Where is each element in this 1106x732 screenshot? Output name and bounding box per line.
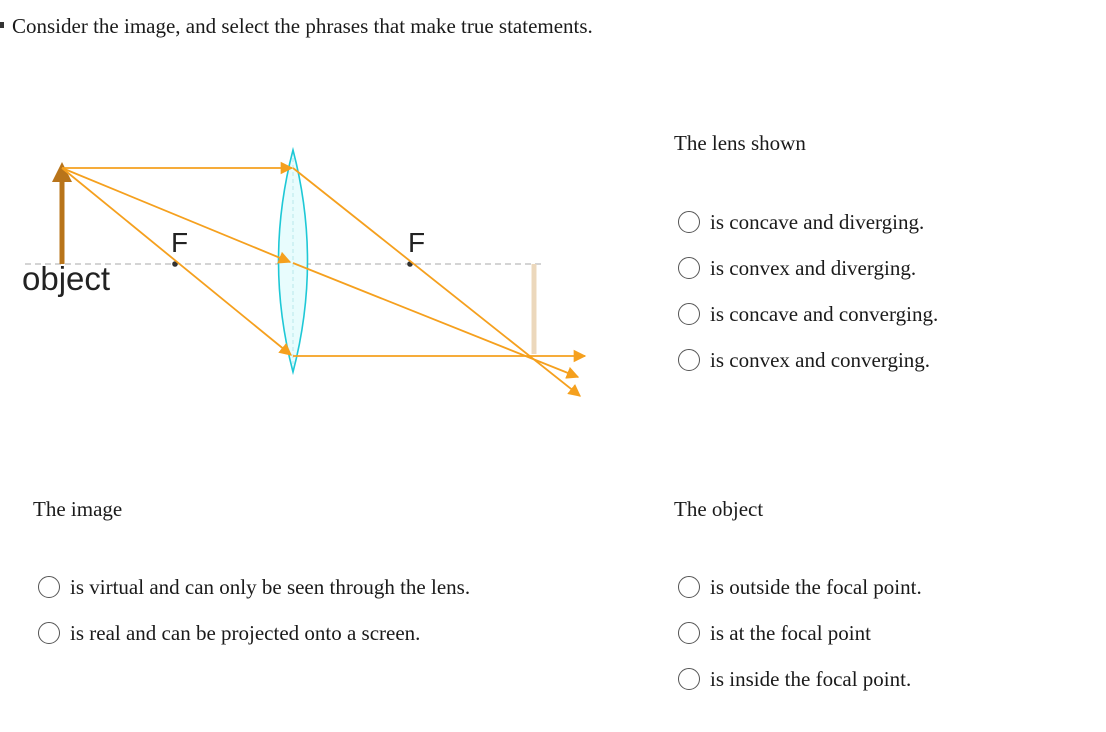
option-label: is concave and converging. (710, 301, 939, 326)
radio-button[interactable] (678, 349, 700, 371)
option-label: is virtual and can only be seen through the lens. (70, 574, 471, 599)
object-option-inside-focal[interactable] (678, 656, 922, 702)
option-label: is concave and diverging. (710, 209, 925, 234)
lens-option-convex-diverging[interactable] (678, 245, 938, 291)
radio-button[interactable] (678, 257, 700, 279)
radio-button[interactable] (678, 576, 700, 598)
radio-button[interactable] (38, 622, 60, 644)
lens-question-title: The lens shown (674, 131, 806, 155)
focal-label-right: F (408, 227, 426, 258)
edge-mark (0, 22, 4, 28)
image-option-real[interactable] (38, 610, 470, 656)
object-options (678, 564, 922, 702)
convex-lens (279, 150, 308, 372)
question-prompt: Consider the image, and select the phrases that make true statements. (12, 14, 593, 38)
option-label: is outside the focal point. (710, 574, 922, 599)
lens-ray-diagram (0, 100, 620, 410)
option-label: is inside the focal point. (710, 666, 912, 691)
focal-label-left: F (171, 227, 189, 258)
image-option-virtual[interactable] (38, 564, 470, 610)
radio-button[interactable] (678, 303, 700, 325)
lens-options (678, 199, 938, 383)
object-label: object (22, 260, 111, 297)
ray-parallel-refracted (293, 168, 580, 396)
object-question-title: The object (674, 497, 764, 521)
option-label: is convex and converging. (710, 347, 931, 372)
lens-option-concave-diverging[interactable] (678, 199, 938, 245)
object-option-at-focal[interactable] (678, 610, 922, 656)
radio-button[interactable] (678, 211, 700, 233)
option-label: is convex and diverging. (710, 255, 917, 280)
image-question-title: The image (33, 497, 123, 521)
image-options (38, 564, 470, 656)
option-label: is real and can be projected onto a screen. (70, 620, 421, 645)
radio-button[interactable] (678, 668, 700, 690)
lens-option-concave-converging[interactable] (678, 291, 938, 337)
object-option-outside-focal[interactable] (678, 564, 922, 610)
radio-button[interactable] (38, 576, 60, 598)
option-label: is at the focal point (710, 620, 871, 645)
radio-button[interactable] (678, 622, 700, 644)
lens-option-convex-converging[interactable] (678, 337, 938, 383)
